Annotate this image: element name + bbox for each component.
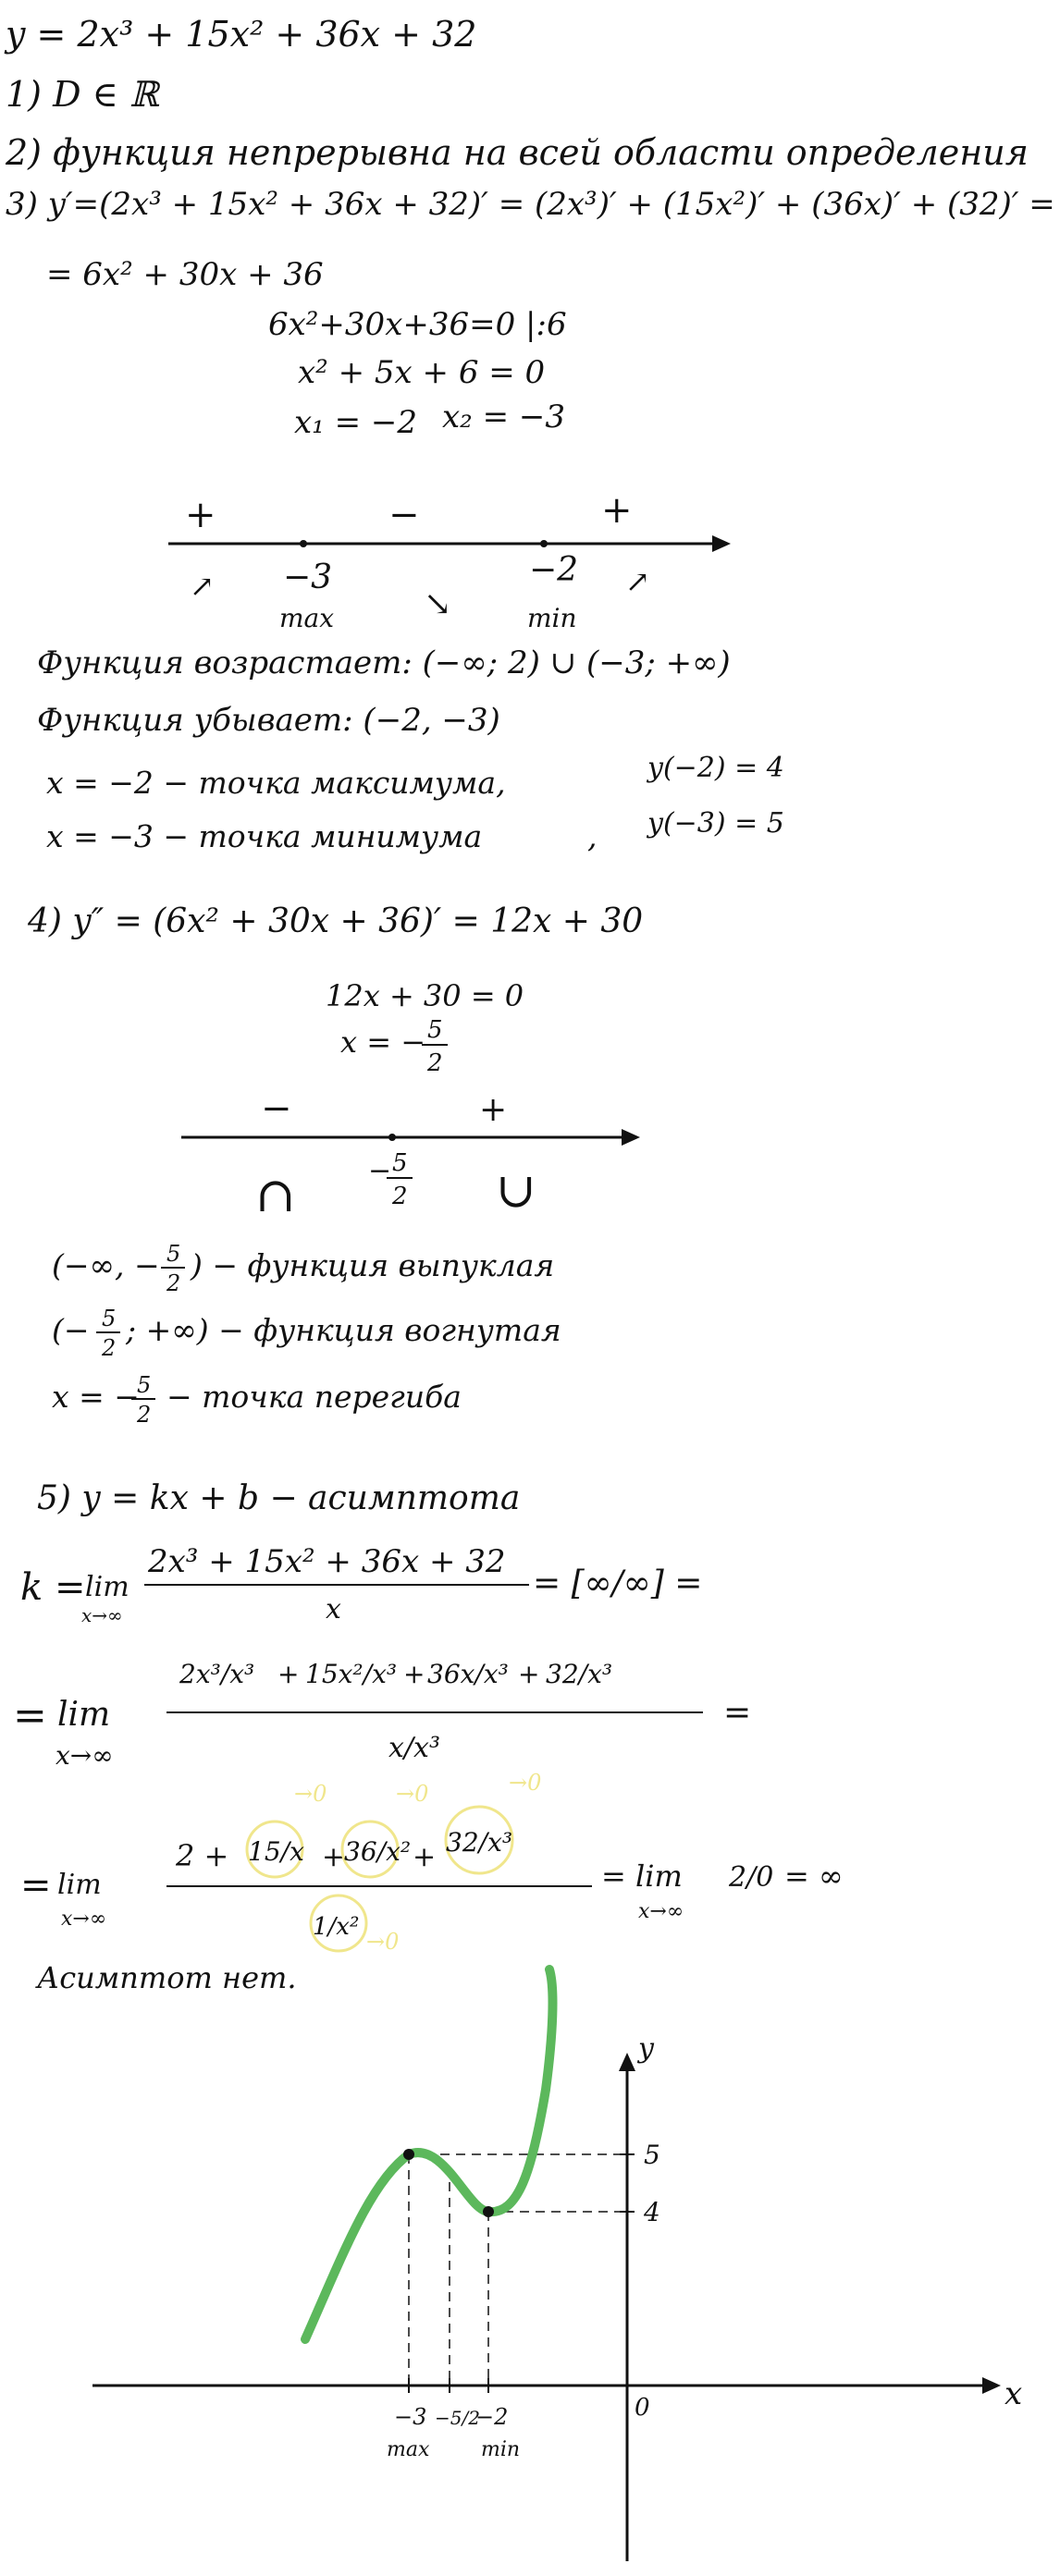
convexity-3-numerator: 5 [137, 1372, 152, 1398]
y-axis-label: y [638, 2032, 654, 2065]
sign-plus-right-2: + [479, 1091, 508, 1129]
y-tick-4: 4 [644, 2197, 660, 2227]
concave-shape-icon: ∪ [496, 1163, 536, 1219]
sign-plus-left: + [185, 494, 216, 536]
zero-mark-1: →0 [294, 1781, 327, 1807]
k-indeterminate-form: = [∞/∞] = [533, 1564, 703, 1602]
step3-term-32-over-x3: 32/x³ [446, 1827, 513, 1858]
point-label-numerator: 5 [392, 1149, 408, 1177]
inflection-x-numerator: 5 [427, 1016, 443, 1044]
convexity-3-prefix: x = − [52, 1379, 140, 1415]
step3-plus-1: + [322, 1841, 346, 1873]
arrow-up-icon: ↗ [190, 569, 215, 604]
step3-numerator-start: 2 + [176, 1838, 229, 1873]
step2-eq-sign: = [13, 1692, 47, 1739]
inflection-x-equation [340, 1016, 448, 1077]
step2-denominator: x/x³ [388, 1732, 440, 1764]
x-axis-label: x [1005, 2375, 1023, 2412]
step3-term-15-over-x: 15/x [248, 1836, 304, 1867]
step2-lim: lim [57, 1696, 111, 1734]
step2-plus-3: + [518, 1659, 540, 1689]
convexity-2-denominator: 2 [102, 1335, 117, 1361]
zero-mark-4: →0 [366, 1929, 400, 1955]
origin-label: 0 [635, 2394, 650, 2422]
step3-eq-sign: = [20, 1864, 52, 1907]
convexity-1-numerator: 5 [166, 1241, 181, 1267]
sign-line-second-derivative [181, 1087, 640, 1223]
second-derivative-equation: 12x + 30 = 0 [326, 978, 524, 1013]
x-tick-minus-3: −3 [394, 2404, 427, 2430]
step3-fraction: 2/0 [729, 1861, 774, 1894]
root-2: x₂ = −3 [442, 399, 566, 435]
y-tick-5: 5 [644, 2140, 660, 2170]
zero-mark-3: →0 [509, 1770, 542, 1796]
k-lhs: k = [20, 1566, 86, 1609]
first-derivative-result: = 6x² + 30x + 36 [46, 256, 324, 293]
root-1: x₁ = −2 [294, 404, 418, 441]
limit-step-2 [13, 1659, 751, 1771]
convexity-2-prefix: (− [52, 1312, 90, 1348]
convexity-1-prefix: (−∞, − [52, 1247, 160, 1283]
convexity-2-numerator: 5 [102, 1306, 117, 1331]
minimum-value: y(−3) = 5 [647, 807, 784, 840]
arrow-down-icon: ↘ [424, 585, 452, 623]
k-numerator: 2x³ + 15x² + 36x + 32 [148, 1543, 506, 1580]
step3-result-lim: = lim [601, 1858, 683, 1894]
asymptote-heading: 5) y = kx + b − асимптота [37, 1479, 521, 1517]
k-denominator: x [326, 1593, 341, 1625]
x-tick-minus-5-2: −5/2 [435, 2407, 480, 2429]
step2-term-3: 36x/x³ [427, 1659, 509, 1689]
min-point [483, 2206, 494, 2217]
x-axis-arrow-icon [982, 2377, 1001, 2394]
point-label-minus-2: −2 [529, 551, 579, 589]
sign-line-first-derivative [168, 489, 731, 633]
convexity-1-text: ) − функция выпуклая [191, 1247, 555, 1283]
convexity-3-text: − точка перегиба [166, 1379, 462, 1415]
minimum-comma: , [587, 818, 598, 854]
arrow-up-right-icon: ↗ [625, 564, 650, 599]
function-definition: y = 2x³ + 15x² + 36x + 32 [6, 14, 477, 55]
convex-shape-icon: ∩ [255, 1168, 296, 1223]
decreasing-line: Функция убывает: (−2, −3) [37, 702, 500, 739]
inflection-x-denominator: 2 [427, 1049, 443, 1077]
step3-lim-sub: x→∞ [61, 1907, 107, 1931]
domain-line: 1) D ∈ ℝ [6, 74, 159, 115]
convexity-line-3 [52, 1372, 462, 1428]
step3-plus-2: + [413, 1841, 437, 1873]
continuity-line: 2) функция непрерывна на всей области определения [6, 132, 1029, 173]
step2-lim-sub: x→∞ [55, 1740, 114, 1771]
increasing-line: Функция возрастает: (−∞; 2) ∪ (−3; +∞) [37, 644, 731, 681]
convexity-line-1 [52, 1241, 554, 1296]
point-label-minus-3: −3 [283, 558, 333, 596]
convexity-2-text: ; +∞) − функция вогнутая [126, 1312, 561, 1348]
point-label-prefix: − [368, 1155, 392, 1187]
second-derivative-line: 4) y″ = (6x² + 30x + 36)′ = 12x + 30 [28, 902, 644, 940]
maximum-line: x = −2 − точка максимума, [46, 765, 506, 801]
function-graph [92, 1969, 1022, 2561]
step3-denominator: 1/x² [313, 1913, 360, 1941]
k-lim: lim [85, 1571, 129, 1603]
min-note: min [527, 603, 577, 633]
y-axis-arrow-icon [619, 2053, 635, 2071]
step2-plus-1: + [277, 1659, 300, 1689]
minimum-line: x = −3 − точка минимума [46, 818, 483, 854]
k-limit-expression [20, 1543, 702, 1626]
max-point [403, 2149, 414, 2160]
no-asymptote-line: Асимптот нет. [37, 1960, 297, 1995]
convexity-1-denominator: 2 [166, 1270, 181, 1296]
cubic-curve [305, 1969, 552, 2339]
step3-result-lim-sub: x→∞ [638, 1900, 684, 1923]
limit-step-3 [20, 1770, 844, 1955]
step2-term-4: 32/x³ [546, 1659, 613, 1689]
convexity-3-denominator: 2 [137, 1402, 152, 1428]
step2-plus-2: + [403, 1659, 425, 1689]
zero-mark-2: →0 [396, 1781, 429, 1807]
step2-term-1: 2x³/x³ [179, 1659, 255, 1689]
maximum-value: y(−2) = 4 [647, 752, 784, 784]
sign-minus-middle: − [388, 494, 420, 536]
first-derivative-line: 3) y′=(2x³ + 15x² + 36x + 32)′ = (2x³)′ + (15x²)′ + (36x)′ + (32)′ = [6, 186, 1055, 223]
equation-1: 6x²+30x+36=0 |:6 [268, 306, 567, 343]
step3-term-36-over-x2: 36/x² [344, 1836, 412, 1867]
sign-minus-left: − [261, 1087, 292, 1130]
x-tick-minus-2: −2 [475, 2404, 509, 2430]
step2-term-2: 15x²/x³ [305, 1659, 398, 1689]
step2-tail-eq: = [723, 1694, 752, 1732]
inflection-x-lhs: x = − [340, 1024, 426, 1060]
step3-end: = ∞ [784, 1858, 844, 1894]
equation-2: x² + 5x + 6 = 0 [298, 354, 546, 391]
step3-lim: lim [57, 1869, 102, 1901]
x-note-min: min [481, 2438, 521, 2461]
k-lim-sub: x→∞ [81, 1604, 123, 1626]
convexity-line-2 [52, 1306, 561, 1361]
point-label-denominator: 2 [392, 1183, 408, 1210]
x-note-max: max [387, 2438, 430, 2461]
sign-plus-right: + [601, 489, 633, 532]
max-note: max [279, 603, 335, 633]
